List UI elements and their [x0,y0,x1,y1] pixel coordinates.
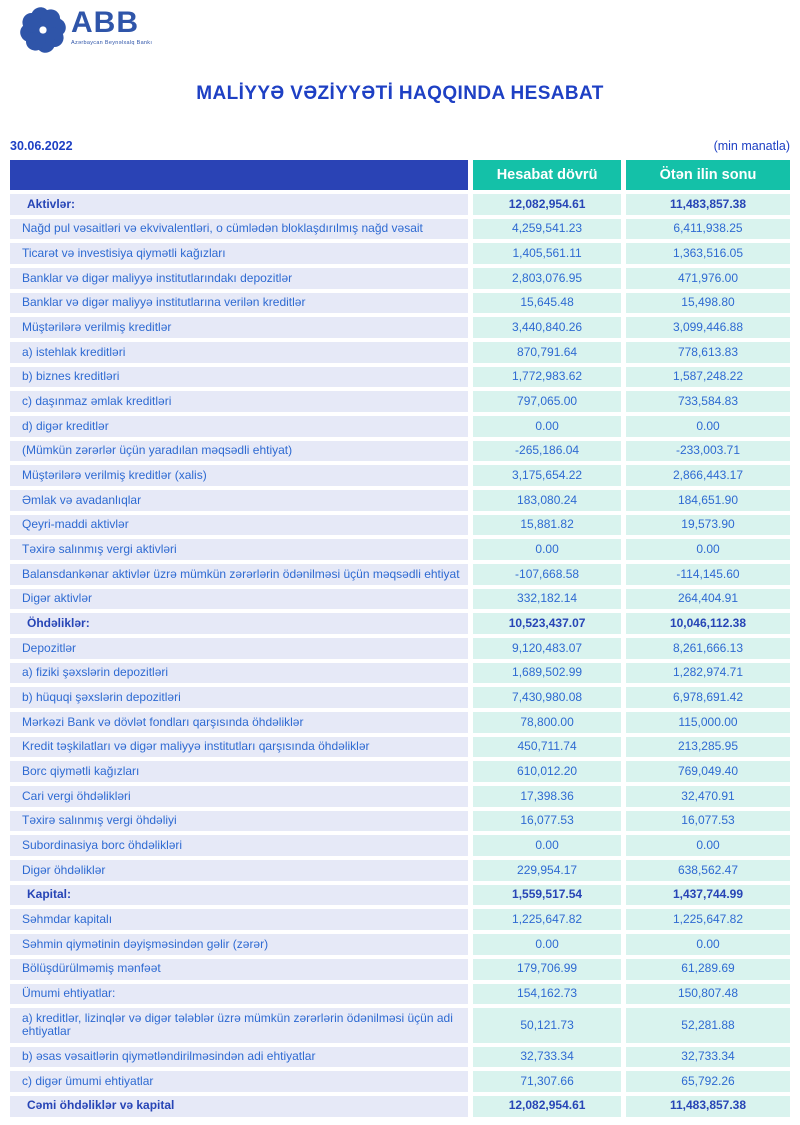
value-end-of-last-year: 19,573.90 [626,515,790,536]
value-end-of-last-year: 150,807.48 [626,984,790,1005]
value-reporting-period: 1,225,647.82 [473,909,621,930]
value-reporting-period: 10,523,437.07 [473,613,621,634]
table-row [10,465,790,486]
value-reporting-period: 610,012.20 [473,761,621,782]
value-reporting-period: 0.00 [473,416,621,437]
value-reporting-period: 0.00 [473,934,621,955]
abb-pinwheel-icon [17,4,69,56]
table-row [10,638,790,659]
value-end-of-last-year: -233,003.71 [626,441,790,462]
logo-wordmark [71,8,152,46]
row-label: Öhdəliklər: [10,613,468,634]
row-label: a) kreditlər, lizinqlər və digər tələblər üzrə mümkün zərərlərin ödənilməsi üçün adi ehtiyatlar [10,1008,468,1042]
value-reporting-period: 71,307.66 [473,1071,621,1092]
value-end-of-last-year: 3,099,446.88 [626,317,790,338]
table-row [10,515,790,536]
col-header-reporting-period: Hesabat dövrü [473,160,621,190]
row-label: c) daşınmaz əmlak kreditləri [10,391,468,412]
row-label: Səhmdar kapitalı [10,909,468,930]
value-reporting-period: 0.00 [473,539,621,560]
table-row [10,786,790,807]
value-reporting-period: -107,668.58 [473,564,621,585]
value-reporting-period: 3,175,654.22 [473,465,621,486]
row-label: Müştərilərə verilmiş kreditlər [10,317,468,338]
row-label: Bölüşdürülməmiş mənfəət [10,959,468,980]
value-reporting-period: 450,711.74 [473,737,621,758]
row-label: Təxirə salınmış vergi öhdəliyi [10,811,468,832]
value-reporting-period: 7,430,980.08 [473,687,621,708]
row-label: Müştərilərə verilmiş kreditlər (xalis) [10,465,468,486]
report-date: 30.06.2022 [10,139,73,153]
col-header-end-of-last-year: Ötən ilin sonu [626,160,790,190]
table-row [10,1008,790,1042]
value-reporting-period: 797,065.00 [473,391,621,412]
table-header [10,160,790,190]
table-row [10,564,790,585]
row-label: Banklar və digər maliyyə institutlarındakı depozitlər [10,268,468,289]
row-label: Səhmin qiymətinin dəyişməsindən gəlir (zərər) [10,934,468,955]
value-reporting-period: 17,398.36 [473,786,621,807]
table-row [10,687,790,708]
financial-position-table [5,156,795,1121]
value-reporting-period: 2,803,076.95 [473,268,621,289]
row-label: Kapital: [10,885,468,906]
value-reporting-period: 179,706.99 [473,959,621,980]
page-title: MALİYYƏ VƏZİYYƏTİ HAQQINDA HESABAT [196,83,604,104]
value-end-of-last-year: 6,978,691.42 [626,687,790,708]
row-label: Ümumi ehtiyatlar: [10,984,468,1005]
table-row [10,811,790,832]
table-row [10,712,790,733]
table-row [10,342,790,363]
table-row [10,663,790,684]
value-reporting-period: 183,080.24 [473,490,621,511]
logo-abbr: ABB [71,6,139,39]
table-row [10,1071,790,1092]
table-row [10,589,790,610]
value-end-of-last-year: 733,584.83 [626,391,790,412]
table-row [10,490,790,511]
value-reporting-period: 3,440,840.26 [473,317,621,338]
row-label: Borc qiymətli kağızları [10,761,468,782]
value-reporting-period: 16,077.53 [473,811,621,832]
value-end-of-last-year: 1,282,974.71 [626,663,790,684]
value-end-of-last-year: 1,363,516.05 [626,243,790,264]
value-end-of-last-year: 1,587,248.22 [626,367,790,388]
table-row [10,416,790,437]
value-reporting-period: 1,772,983.62 [473,367,621,388]
row-label: d) digər kreditlər [10,416,468,437]
table-row [10,539,790,560]
table-row [10,761,790,782]
table-body [10,194,790,1117]
value-end-of-last-year: 52,281.88 [626,1008,790,1042]
table-row [10,243,790,264]
table-row [10,391,790,412]
value-reporting-period: -265,186.04 [473,441,621,462]
value-end-of-last-year: 6,411,938.25 [626,219,790,240]
value-end-of-last-year: 213,285.95 [626,737,790,758]
row-label: Cəmi öhdəliklər və kapital [10,1096,468,1117]
value-reporting-period: 870,791.64 [473,342,621,363]
row-label: Nağd pul vəsaitləri və ekvivalentləri, o cümlədən bloklaşdırılmış nağd vəsait [10,219,468,240]
table-row [10,441,790,462]
value-end-of-last-year: 11,483,857.38 [626,194,790,215]
value-reporting-period: 1,405,561.11 [473,243,621,264]
row-label: Cari vergi öhdəlikləri [10,786,468,807]
row-label: Mərkəzi Bank və dövlət fondları qarşısında öhdəliklər [10,712,468,733]
table-row [10,934,790,955]
bank-logo [5,0,795,56]
value-reporting-period: 4,259,541.23 [473,219,621,240]
value-end-of-last-year: 638,562.47 [626,860,790,881]
value-reporting-period: 1,689,502.99 [473,663,621,684]
value-reporting-period: 15,881.82 [473,515,621,536]
table-row [10,959,790,980]
value-reporting-period: 154,162.73 [473,984,621,1005]
row-label: Subordinasiya borc öhdəlikləri [10,835,468,856]
value-reporting-period: 332,182.14 [473,589,621,610]
table-row [10,293,790,314]
table-row [10,317,790,338]
value-end-of-last-year: 32,733.34 [626,1047,790,1068]
value-end-of-last-year: 769,049.40 [626,761,790,782]
value-reporting-period: 12,082,954.61 [473,1096,621,1117]
row-label: Banklar və digər maliyyə institutlarına verilən kreditlər [10,293,468,314]
table-row [10,909,790,930]
value-reporting-period: 50,121.73 [473,1008,621,1042]
row-label: Qeyri-maddi aktivlər [10,515,468,536]
value-end-of-last-year: 264,404.91 [626,589,790,610]
value-end-of-last-year: 11,483,857.38 [626,1096,790,1117]
table-row [10,367,790,388]
value-end-of-last-year: 2,866,443.17 [626,465,790,486]
table-row [10,835,790,856]
value-end-of-last-year: 15,498.80 [626,293,790,314]
row-label: Digər aktivlər [10,589,468,610]
table-row [10,860,790,881]
row-label: Təxirə salınmış vergi aktivləri [10,539,468,560]
row-label: b) biznes kreditləri [10,367,468,388]
row-label: a) istehlak kreditləri [10,342,468,363]
value-reporting-period: 9,120,483.07 [473,638,621,659]
table-row [10,268,790,289]
value-end-of-last-year: 1,437,744.99 [626,885,790,906]
row-label: b) hüquqi şəxslərin depozitləri [10,687,468,708]
table-row [10,885,790,906]
value-end-of-last-year: 10,046,112.38 [626,613,790,634]
currency-unit-note: (min manatla) [713,139,790,153]
row-label: Əmlak və avadanlıqlar [10,490,468,511]
row-label: (Mümkün zərərlər üçün yaradılan məqsədli ehtiyat) [10,441,468,462]
table-row [10,737,790,758]
value-end-of-last-year: 0.00 [626,416,790,437]
value-end-of-last-year: 115,000.00 [626,712,790,733]
value-reporting-period: 15,645.48 [473,293,621,314]
value-end-of-last-year: 0.00 [626,835,790,856]
row-label: Balansdankənar aktivlər üzrə mümkün zərərlərin ödənilməsi üçün məqsədli ehtiyat [10,564,468,585]
value-end-of-last-year: 1,225,647.82 [626,909,790,930]
row-label: Depozitlər [10,638,468,659]
row-label: Digər öhdəliklər [10,860,468,881]
table-row [10,984,790,1005]
value-end-of-last-year: 471,976.00 [626,268,790,289]
value-end-of-last-year: 0.00 [626,934,790,955]
value-reporting-period: 229,954.17 [473,860,621,881]
value-end-of-last-year: 8,261,666.13 [626,638,790,659]
row-label: Aktivlər: [10,194,468,215]
value-reporting-period: 1,559,517.54 [473,885,621,906]
table-corner-cell [10,160,468,190]
value-end-of-last-year: 32,470.91 [626,786,790,807]
row-label: Kredit təşkilatları və digər maliyyə institutları qarşısında öhdəliklər [10,737,468,758]
row-label: b) əsas vəsaitlərin qiymətləndirilməsindən adi ehtiyatlar [10,1047,468,1068]
meta-row [10,139,790,153]
row-label: c) digər ümumi ehtiyatlar [10,1071,468,1092]
value-reporting-period: 78,800.00 [473,712,621,733]
value-end-of-last-year: 65,792.26 [626,1071,790,1092]
row-label: Ticarət və investisiya qiymətli kağızları [10,243,468,264]
table-row [10,1047,790,1068]
value-reporting-period: 12,082,954.61 [473,194,621,215]
value-end-of-last-year: 0.00 [626,539,790,560]
value-end-of-last-year: 16,077.53 [626,811,790,832]
value-reporting-period: 0.00 [473,835,621,856]
table-row [10,613,790,634]
value-end-of-last-year: 184,651.90 [626,490,790,511]
table-row [10,1096,790,1117]
value-end-of-last-year: 61,289.69 [626,959,790,980]
value-reporting-period: 32,733.34 [473,1047,621,1068]
logo-tagline: Azərbaycan Beynəlxalq Bankı [71,40,153,46]
row-label: a) fiziki şəxslərin depozitləri [10,663,468,684]
value-end-of-last-year: 778,613.83 [626,342,790,363]
value-end-of-last-year: -114,145.60 [626,564,790,585]
table-row [10,194,790,215]
table-row [10,219,790,240]
